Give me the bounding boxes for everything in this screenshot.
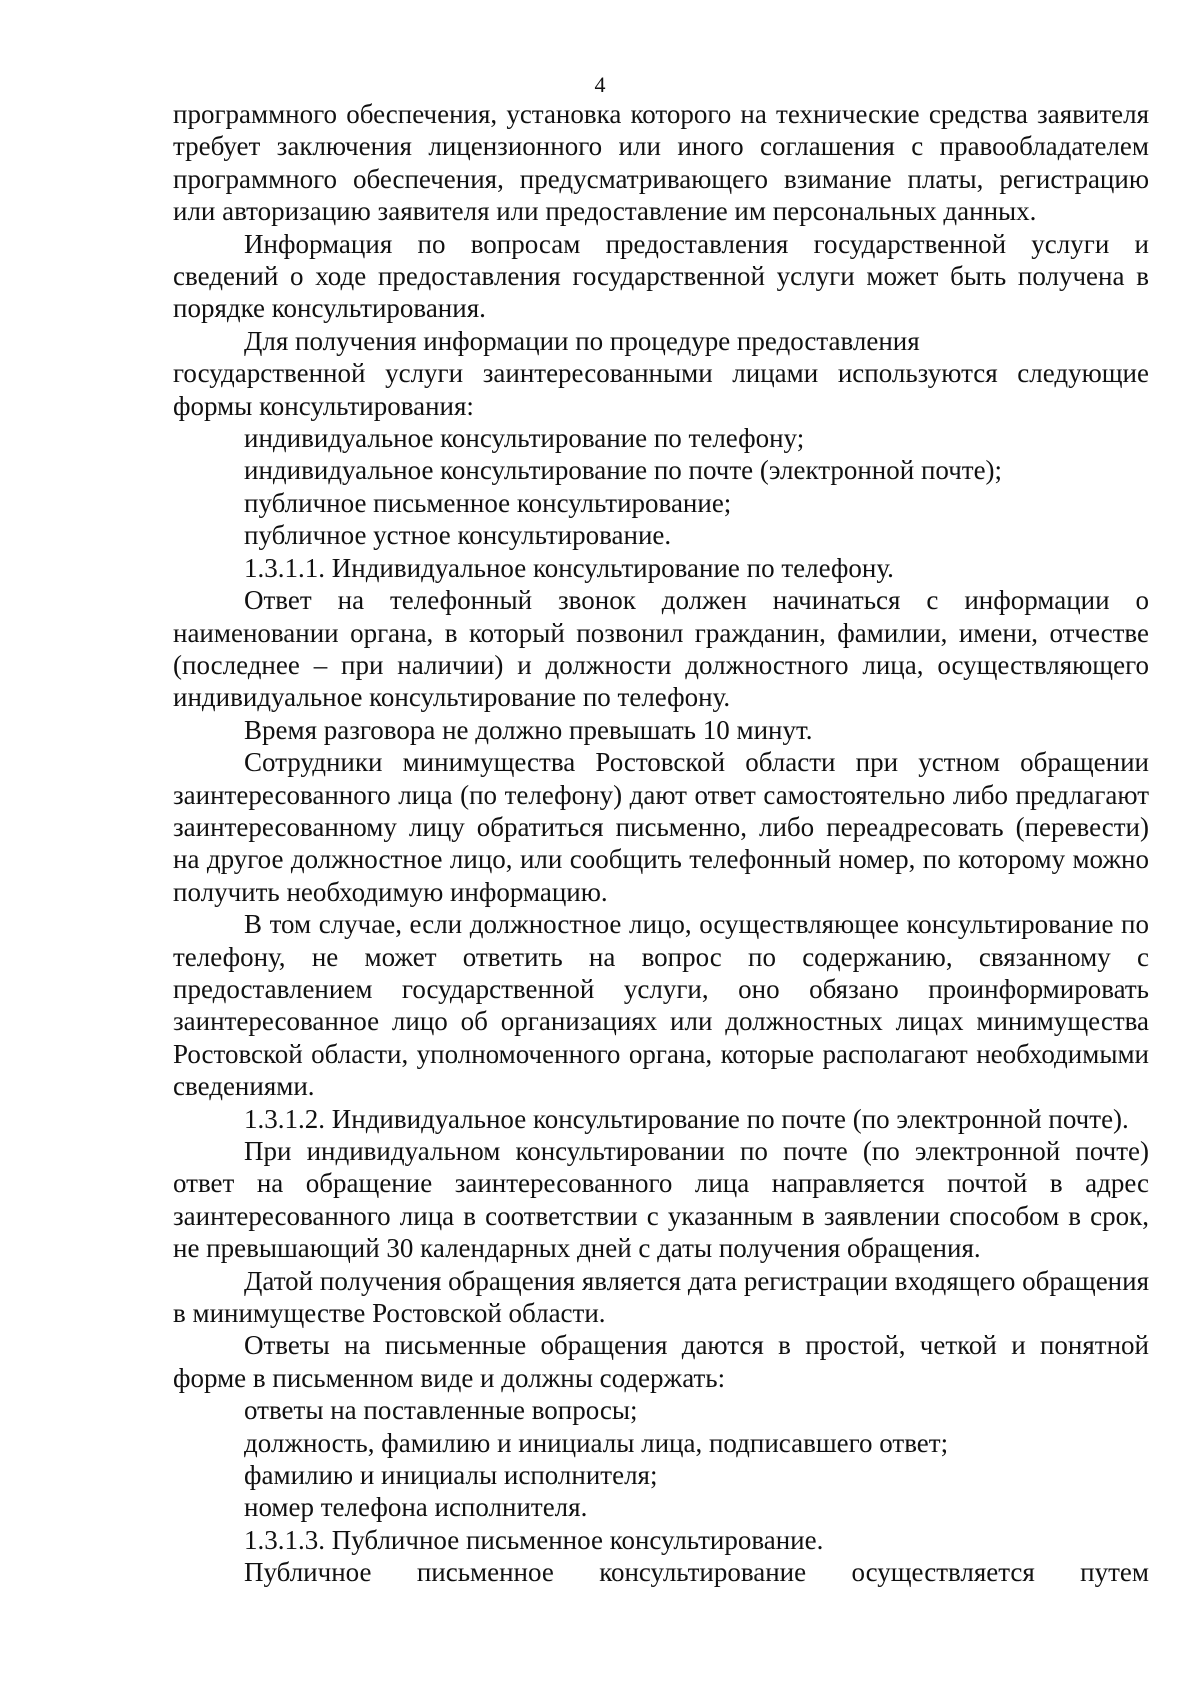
paragraph-written-answers: Ответы на письменные обращения даются в простой, четкой и понятной форме в письменном виде и должны содержать: xyxy=(173,1330,1149,1393)
page-number: 4 xyxy=(594,72,606,97)
paragraph-information-consulting: Информация по вопросам предоставления государственной услуги и сведений о ходе предоставления государственной услуги может быть получена в порядке консультирования. xyxy=(173,228,1149,324)
paragraph-public-written-start: Публичное письменное консультирование осуществляется путем xyxy=(244,1557,1149,1588)
section-heading-1-3-1-1: 1.3.1.1. Индивидуальное консультирование по телефону. xyxy=(244,552,894,583)
paragraph-phone-answer: Ответ на телефонный звонок должен начинаться с информации о наименовании органа, в который позвонил гражданин, фамилии, имени, отчестве (последнее – при наличии) и должности должностного лица, осуществляющего индивидуальное консультирование по телефону. xyxy=(173,585,1149,713)
paragraph-software-continuation: программного обеспечения, установка которого на технические средства заявителя требует заключения лицензионного или иного соглашения с правообладателем программного обеспечения, предусматривающего взимание платы, регистрацию или авторизацию заявителя или предоставление им персональных данных. xyxy=(173,99,1149,227)
paragraph-call-duration: Время разговора не должно превышать 10 минут. xyxy=(244,714,813,745)
list-item-answers: ответы на поставленные вопросы; xyxy=(244,1395,638,1426)
paragraph-receipt-date: Датой получения обращения является дата регистрации входящего обращения в минимуществе Ростовской области. xyxy=(173,1265,1149,1329)
paragraph-forms-intro-rest: государственной услуги заинтересованными лицами используются следующие формы консультирования: xyxy=(173,358,1149,421)
list-item-mail-consulting: индивидуальное консультирование по почте (электронной почте); xyxy=(244,455,1003,486)
paragraph-cannot-answer: В том случае, если должностное лицо, осуществляющее консультирование по телефону, не может ответить на вопрос по содержанию, связанному с предоставлением государственной услуги, оно обязано проинформировать заинтересованное лицо об организациях или должностных лицах минимущества Ростовской области, уполномоченного органа, которые располагают необходимыми сведениями. xyxy=(173,909,1149,1102)
list-item-public-written: публичное письменное консультирование; xyxy=(244,487,732,518)
paragraph-forms-intro-line: Для получения информации по процедуре предоставления xyxy=(244,325,920,356)
list-item-phone-consulting: индивидуальное консультирование по телефону; xyxy=(244,423,805,454)
document-body xyxy=(173,98,1149,1589)
list-item-executor-phone: номер телефона исполнителя. xyxy=(244,1492,588,1523)
list-item-signer: должность, фамилию и инициалы лица, подписавшего ответ; xyxy=(244,1427,949,1458)
paragraph-mail-answer: При индивидуальном консультировании по почте (по электронной почте) ответ на обращение заинтересованного лица направляется почтой в адрес заинтересованного лица в соответствии с указанным в заявлении способом в срок, не превышающий 30 календарных дней с даты получения обращения. xyxy=(173,1136,1149,1264)
paragraph-staff-oral-answer: Сотрудники минимущества Ростовской области при устном обращении заинтересованного лица (по телефону) дают ответ самостоятельно либо предлагают заинтересованному лицу обратиться письменно, либо переадресовать (перевести) на другое должностное лицо, или сообщить телефонный номер, по которому можно получить необходимую информацию. xyxy=(173,747,1149,907)
section-heading-1-3-1-3: 1.3.1.3. Публичное письменное консультирование. xyxy=(244,1524,824,1555)
list-item-public-oral: публичное устное консультирование. xyxy=(244,520,672,551)
list-item-executor: фамилию и инициалы исполнителя; xyxy=(244,1460,658,1491)
section-heading-1-3-1-2: 1.3.1.2. Индивидуальное консультирование по почте (по электронной почте). xyxy=(244,1103,1129,1134)
